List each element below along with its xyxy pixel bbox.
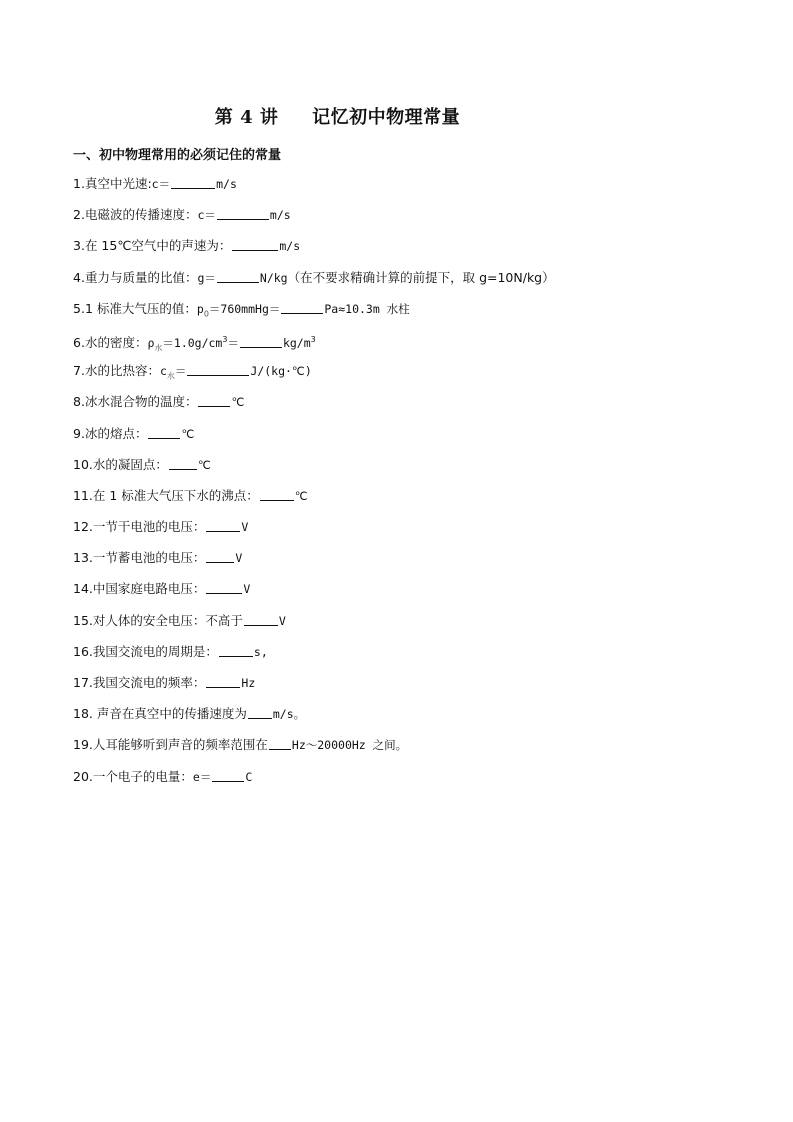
question-text: 一节蓄电池的电压： — [92, 550, 206, 566]
answer-blank[interactable] — [260, 487, 294, 501]
question-text: 水的密度： — [84, 335, 148, 351]
answer-blank[interactable] — [206, 674, 240, 688]
question-text: 水的比热容： — [84, 363, 160, 379]
answer-blank[interactable] — [206, 580, 242, 594]
answer-blank[interactable] — [240, 334, 282, 348]
unit-text: Hz～20000Hz 之间。 — [291, 738, 408, 753]
question-number: 14. — [73, 581, 93, 597]
question-text: 重力与质量的比值： — [84, 269, 198, 285]
question-11 — [73, 484, 763, 515]
question-text: 水的凝固点： — [92, 456, 168, 472]
answer-blank[interactable] — [206, 518, 240, 532]
symbol-subscript: 0 — [203, 309, 209, 319]
expression: c＝ — [151, 177, 171, 191]
question-1 — [73, 172, 763, 203]
unit-text: V — [278, 613, 286, 628]
unit-text: N/kg — [259, 270, 288, 285]
question-number: 7. — [73, 363, 85, 379]
question-text: 声音在真空中的传播速度为 — [92, 706, 247, 722]
question-text: 真空中光速: — [84, 176, 152, 191]
question-20 — [73, 765, 763, 796]
question-number: 2. — [73, 207, 85, 223]
question-number: 1. — [73, 176, 85, 191]
question-5 — [73, 297, 763, 328]
unit-text: V — [243, 582, 251, 597]
unit-text: m/s — [279, 239, 301, 254]
answer-blank[interactable] — [169, 456, 197, 470]
unit-text: s, — [253, 644, 268, 659]
question-text: 一节干电池的电压： — [92, 519, 206, 535]
question-number: 19. — [73, 737, 93, 753]
question-text: 在 15℃空气中的声速为： — [84, 238, 232, 254]
question-number: 6. — [73, 335, 85, 351]
unit-text: m/s。 — [272, 707, 306, 722]
question-text: 人耳能够听到声音的频率范围在 — [92, 737, 268, 753]
symbol: p — [196, 301, 204, 316]
question-text: 我国交流电的周期是： — [92, 643, 218, 659]
question-number: 4. — [73, 269, 85, 285]
answer-blank[interactable] — [219, 643, 253, 657]
answer-blank[interactable] — [248, 705, 272, 719]
question-text: 冰水混合物的温度： — [84, 394, 198, 410]
unit-text: ℃ — [181, 426, 195, 441]
question-16 — [73, 640, 763, 671]
section-heading: 一、初中物理常用的必须记住的常量 — [73, 148, 282, 163]
answer-blank[interactable] — [212, 768, 244, 782]
question-17 — [73, 671, 763, 702]
question-text: 1 标准大气压的值： — [84, 300, 197, 316]
unit-text: kg/m — [282, 336, 311, 351]
question-list — [73, 172, 763, 796]
question-6 — [73, 328, 763, 359]
answer-blank[interactable] — [232, 237, 278, 251]
question-text: 在 1 标准大气压下水的沸点： — [92, 487, 259, 503]
unit-text: J/(kg·℃) — [250, 364, 312, 379]
unit-text: ℃ — [294, 488, 308, 503]
unit-text: V — [235, 551, 243, 566]
question-14 — [73, 577, 763, 608]
question-number: 11. — [73, 487, 93, 503]
question-note: （在不要求精确计算的前提下，取 g=10N/kg） — [287, 269, 555, 285]
rho-symbol: ρ — [147, 336, 155, 351]
unit-text: Pa≈10.3m 水柱 — [324, 301, 410, 316]
question-text: 冰的熔点： — [84, 425, 148, 441]
question-10 — [73, 453, 763, 484]
question-2 — [73, 203, 763, 234]
question-7 — [73, 359, 763, 390]
unit-superscript: 3 — [310, 334, 316, 344]
expression: ＝ — [174, 364, 187, 379]
question-9 — [73, 422, 763, 453]
question-number: 10. — [73, 456, 93, 472]
question-text: 一个电子的电量： — [92, 768, 193, 784]
answer-blank[interactable] — [244, 612, 278, 626]
question-number: 13. — [73, 550, 93, 566]
question-13 — [73, 546, 763, 577]
question-number: 15. — [73, 612, 93, 628]
question-number: 17. — [73, 675, 93, 690]
answer-blank[interactable] — [171, 175, 215, 189]
answer-blank[interactable] — [269, 736, 291, 750]
unit-text: m/s — [216, 177, 237, 191]
expression: g＝ — [197, 270, 216, 285]
expression: e＝ — [192, 769, 212, 784]
rho-subscript: 水 — [154, 343, 163, 353]
question-number: 12. — [73, 519, 93, 535]
question-15 — [73, 609, 763, 640]
question-number: 18. — [73, 706, 93, 722]
unit-text: m/s — [269, 208, 291, 223]
unit-text: V — [241, 520, 249, 535]
answer-blank[interactable] — [206, 549, 234, 563]
question-3 — [73, 234, 763, 265]
question-text: 电磁波的传播速度： — [84, 207, 198, 223]
question-number: 3. — [73, 238, 85, 254]
unit-text: Hz — [241, 676, 256, 690]
expression: c＝ — [197, 208, 216, 223]
question-text: 中国家庭电路电压： — [92, 581, 206, 597]
question-number: 5. — [73, 300, 85, 316]
question-text: 对人体的安全电压：不高于 — [92, 612, 243, 628]
expression-superscript: 3 — [222, 334, 228, 344]
expression-continued: ＝ — [227, 336, 239, 351]
answer-blank[interactable] — [281, 300, 323, 314]
answer-blank[interactable] — [217, 206, 269, 220]
question-text: 我国交流电的频率： — [92, 675, 206, 690]
symbol-subscript: 水 — [166, 371, 175, 381]
question-19 — [73, 733, 763, 764]
answer-blank[interactable] — [187, 362, 249, 376]
unit-text: C — [245, 769, 253, 784]
unit-text: ℃ — [197, 457, 211, 472]
question-8 — [73, 390, 763, 421]
question-12 — [73, 515, 763, 546]
answer-blank[interactable] — [217, 269, 259, 283]
question-number: 20. — [73, 768, 93, 784]
question-4 — [73, 266, 763, 297]
unit-text: ℃ — [231, 395, 245, 410]
question-number: 8. — [73, 394, 85, 410]
symbol: c — [159, 364, 167, 379]
expression: ＝1.0g/cm — [162, 336, 223, 351]
question-number: 9. — [73, 425, 85, 441]
page-title: 第 4 讲 记忆初中物理常量 — [214, 107, 461, 128]
answer-blank[interactable] — [148, 425, 180, 439]
expression: ＝760mmHg＝ — [208, 301, 281, 316]
answer-blank[interactable] — [198, 393, 230, 407]
question-18 — [73, 702, 763, 733]
question-number: 16. — [73, 643, 93, 659]
